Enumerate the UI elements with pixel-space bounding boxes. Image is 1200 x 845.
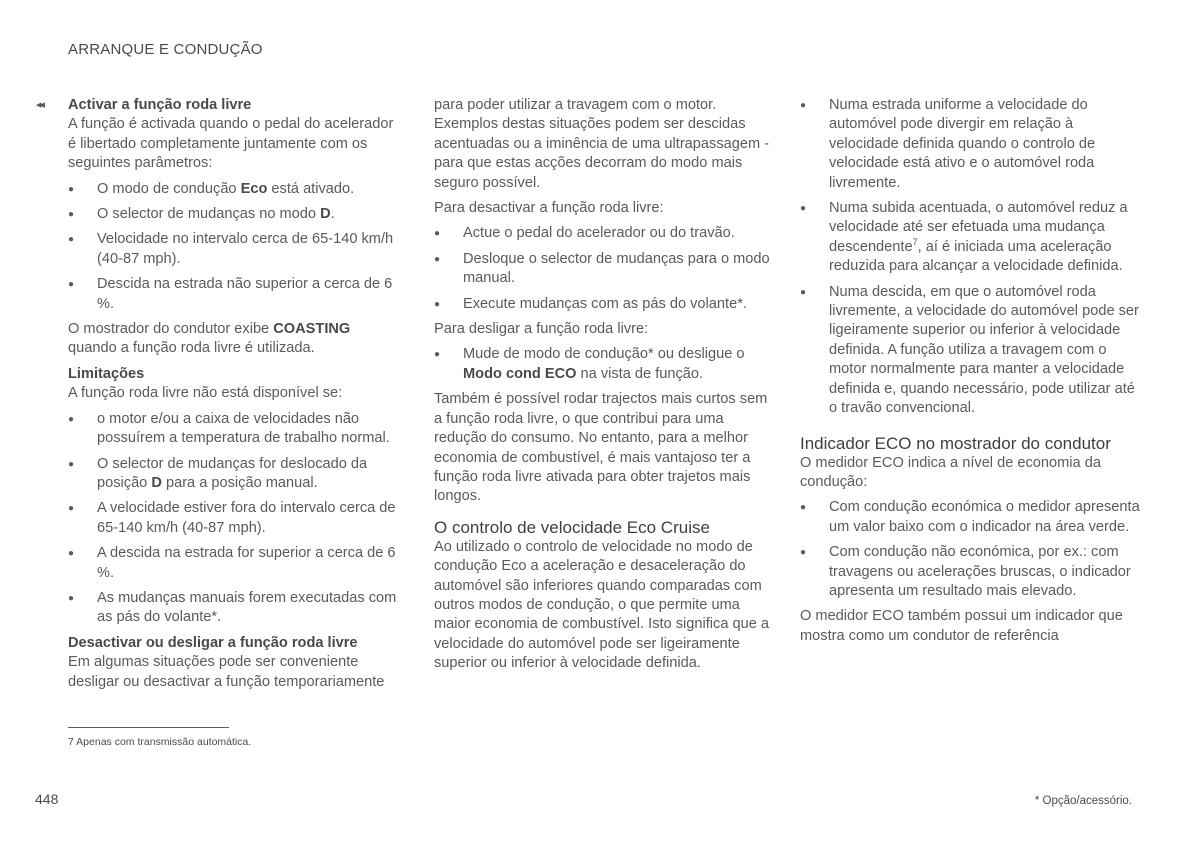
footnote: 7 Apenas com transmissão automática. xyxy=(68,736,252,748)
list-item: ● Velocidade no intervalo cerca de 65-140 km/h (40-87 mph). xyxy=(68,230,398,269)
paragraph-display: O mostrador do condutor exibe COASTING quando a função roda livre é utilizada. xyxy=(68,321,351,357)
deactivate-list xyxy=(434,224,770,314)
list-item: ● Actue o pedal do acelerador ou do travão. xyxy=(434,224,770,243)
heading-eco-cruise: O controlo de velocidade Eco Cruise xyxy=(434,517,710,537)
list-item: ● Numa subida acentuada, o automóvel reduz a velocidade até ser efetuada uma mudança descendente$^7$, aí é iniciada uma aceleração reduzida para alcançar a velocidade definida. xyxy=(800,199,1140,277)
list-item: ● Com condução económica o medidor apresenta um valor baixo com o indicador na área verde. xyxy=(800,498,1140,537)
paragraph-eco-cruise: Ao utilizado o controlo de velocidade no modo de condução Eco a aceleração e desaceleração do automóvel são inferiores quando comparadas com outros modos de condução, o que permite uma maior economia de combustível. Isto significa que a velocidade do automóvel pode ser ligeiramente superior ou inferior à velocidade definida. xyxy=(434,538,770,672)
paragraph-deactivate: Em algumas situações pode ser conveniente desligar ou desactivar a função temporariamente xyxy=(68,654,385,690)
list-item: ● Numa descida, em que o automóvel roda livremente, a velocidade do automóvel pode ser ligeiramente superior ou inferior à velocidade definida. A função utiliza a travagem com o motor normalmente para manter a velocidade definida e, quando necessário, pode utilizar até o travão convencional. xyxy=(800,283,1140,419)
eco-list xyxy=(800,498,1140,601)
heading-activate: Activar a função roda livre xyxy=(68,97,252,113)
list-item: ● Execute mudanças com as pás do volante*. xyxy=(434,295,770,314)
heading-limits: Limitações xyxy=(68,365,145,382)
column-3 xyxy=(800,96,1140,652)
paragraph-deactivate-intro: Para desactivar a função roda livre: xyxy=(434,200,664,217)
cruise-list xyxy=(800,96,1140,419)
column-1 xyxy=(36,96,398,698)
heading-eco-indicator: Indicador ECO no mostrador do condutor xyxy=(800,433,1111,453)
column-2 xyxy=(434,96,770,680)
conditions-list xyxy=(68,180,398,314)
paragraph-eco-indicator: O medidor ECO indica a nível de economia da condução: xyxy=(800,454,1101,490)
list-item: ● Desloque o selector de mudanças para o modo manual. xyxy=(434,250,770,289)
page-number: 448 xyxy=(35,791,59,807)
list-item: ● O selector de mudanças no modo D. xyxy=(68,205,398,224)
limits-list xyxy=(68,410,398,628)
list-item: ● Mude de modo de condução* ou desligue o Modo cond ECO na vista de função. xyxy=(434,345,770,384)
footnote-ref: 7 xyxy=(912,236,918,247)
list-item: ● Descida na estrada não superior a cerca de 6 %. xyxy=(68,275,398,314)
list-item: ● A descida na estrada for superior a cerca de 6 %. xyxy=(68,544,398,583)
list-item: ● A velocidade estiver fora do intervalo cerca de 65-140 km/h (40-87 mph). xyxy=(68,499,398,538)
list-item: ● o motor e/ou a caixa de velocidades não possuírem a temperatura de trabalho normal. xyxy=(68,410,398,449)
section-title: ARRANQUE E CONDUÇÃO xyxy=(68,41,263,58)
list-item: ● Numa estrada uniforme a velocidade do automóvel pode divergir em relação à velocidade definida quando o controlo de velocidade está ativo e o automóvel roda livremente. xyxy=(800,96,1140,193)
paragraph-off-intro: Para desligar a função roda livre: xyxy=(434,321,649,338)
footnote-divider xyxy=(68,727,229,728)
list-item: ● O selector de mudanças for deslocado da posição D para a posição manual. xyxy=(68,455,398,494)
list-item: ● O modo de condução Eco está ativado. xyxy=(68,180,398,199)
heading-deactivate: Desactivar ou desligar a função roda livre xyxy=(68,634,358,651)
paragraph-activate: A função é activada quando o pedal do acelerador é libertado completamente juntamente com os seguintes parâmetros: xyxy=(68,116,394,172)
off-list xyxy=(434,345,770,384)
paragraph-reference: O medidor ECO também possui um indicador que mostra como um condutor de referência xyxy=(800,608,1123,644)
paragraph-limits: A função roda livre não está disponível se: xyxy=(68,385,343,402)
continuation-icon: ◂◂ xyxy=(36,99,44,111)
list-item: ● Com condução não económica, por ex.: com travagens ou acelerações bruscas, o indicador apresenta um resultado mais elevado. xyxy=(800,543,1140,601)
paragraph-trips: Também é possível rodar trajectos mais curtos sem a função roda livre, o que contribui para uma redução do consumo. No entanto, para a melhor economia de combustível, é mais vantajoso ter a função roda livre ativada para obter trajetos mais longos. xyxy=(434,391,768,505)
paragraph-continued: para poder utilizar a travagem com o motor. Exemplos destas situações podem ser descidas acentuadas ou a iminência de uma ultrapassagem - para que estas acções decorram do modo mais seguro possível. xyxy=(434,97,770,191)
list-item: ● As mudanças manuais forem executadas com as pás do volante*. xyxy=(68,589,398,628)
option-note: * Opção/acessório. xyxy=(1034,795,1132,807)
